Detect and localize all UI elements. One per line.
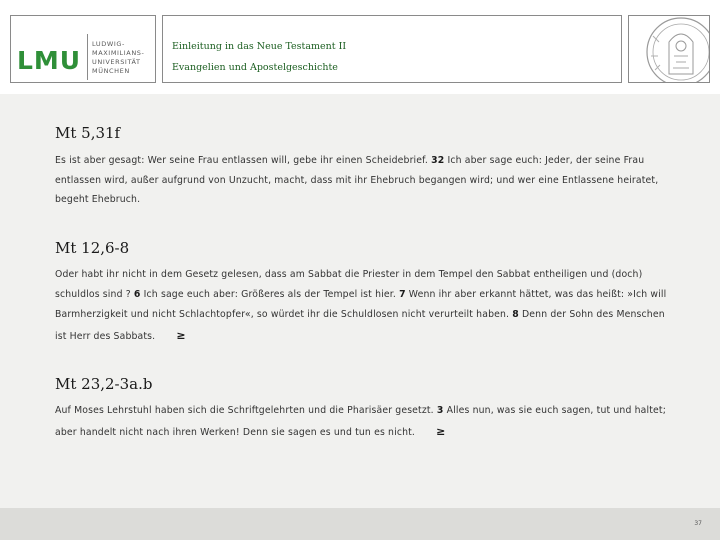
- text-line: [55, 155, 644, 166]
- text-span: begeht Ehebruch.: [55, 194, 141, 205]
- text-line: [55, 194, 140, 205]
- logo-university-name: [92, 40, 144, 76]
- section-heading: Mt 23,2-3a.b: [55, 375, 153, 393]
- text-line: [55, 289, 666, 300]
- verse-number: 3: [436, 405, 444, 416]
- text-span: Auf Moses Lehrstuhl haben sich die Schriftgelehrten und die Pharisäer gesetzt.: [55, 405, 434, 416]
- slide-footer: [0, 508, 720, 540]
- logo-sub-line: MÜNCHEN: [92, 67, 130, 75]
- logo-wordmark: LMU: [17, 46, 82, 75]
- slide-content: [0, 94, 720, 508]
- text-span: Barmherzigkeit und nicht Schlachtopfer«, so würdet ihr die Schuldlosen nicht verurteilt haben.: [55, 309, 510, 320]
- text-line: [55, 175, 658, 186]
- verse-number: 6: [133, 289, 141, 300]
- text-span: Oder habt ihr nicht in dem Gesetz gelesen, dass am Sabbat die Priester in dem Tempel den Sabbat entheiligen und (doch): [55, 269, 643, 280]
- text-span: Ich aber sage euch: Jeder, der seine Frau: [447, 155, 645, 166]
- text-span: Es ist aber gesagt: Wer seine Frau entlassen will, gebe ihr einen Scheidebrief.: [55, 155, 429, 166]
- university-seal: [628, 15, 710, 83]
- logo-sub-line: MAXIMILIANS-: [92, 49, 145, 57]
- slide-header: [0, 0, 720, 94]
- text-line: [55, 425, 446, 438]
- lecture-title-box: [162, 15, 622, 83]
- verse-number: 32: [431, 155, 445, 166]
- text-line: [55, 329, 186, 342]
- logo-sub-line: LUDWIG-: [92, 40, 125, 48]
- verse-number: 8: [512, 309, 519, 320]
- logo-divider: [87, 34, 88, 80]
- text-span: Wenn ihr aber erkannt hättet, was das heißt: »Ich will: [408, 289, 667, 300]
- lecture-title: Einleitung in das Neue Testament II: [172, 41, 347, 52]
- text-line: [55, 269, 642, 280]
- text-span: schuldlos sind ?: [55, 289, 131, 300]
- text-span: Ich sage euch aber: Größeres als der Tempel ist hier.: [143, 289, 396, 300]
- text-span: Alles nun, was sie euch sagen, tut und haltet;: [446, 405, 666, 416]
- page-number: 37: [694, 520, 702, 527]
- section-heading: Mt 5,31f: [55, 124, 121, 142]
- text-span: entlassen wird, außer aufgrund von Unzucht, macht, dass mit ihr Ehebruch begangen wird; und wer eine Entlassene heiratet,: [55, 175, 659, 186]
- text-span: aber handelt nicht nach ihren Werken! Denn sie sagen es und tun es nicht.: [55, 427, 416, 438]
- logo-sub-line: UNIVERSITÄT: [92, 58, 141, 66]
- text-span: Denn der Sohn des Menschen: [521, 309, 665, 320]
- text-line: [55, 405, 666, 416]
- next-arrow-icon[interactable]: ≥: [176, 329, 186, 342]
- verse-number: 7: [399, 289, 406, 300]
- lmu-logo: [10, 15, 156, 83]
- text-line: [55, 309, 665, 320]
- next-arrow-icon[interactable]: ≥: [436, 425, 446, 438]
- text-span: ist Herr des Sabbats.: [55, 331, 156, 342]
- lecture-subtitle: Evangelien und Apostelgeschichte: [172, 62, 338, 73]
- section-heading: Mt 12,6-8: [55, 239, 130, 257]
- seal-emblem-icon: [629, 16, 710, 83]
